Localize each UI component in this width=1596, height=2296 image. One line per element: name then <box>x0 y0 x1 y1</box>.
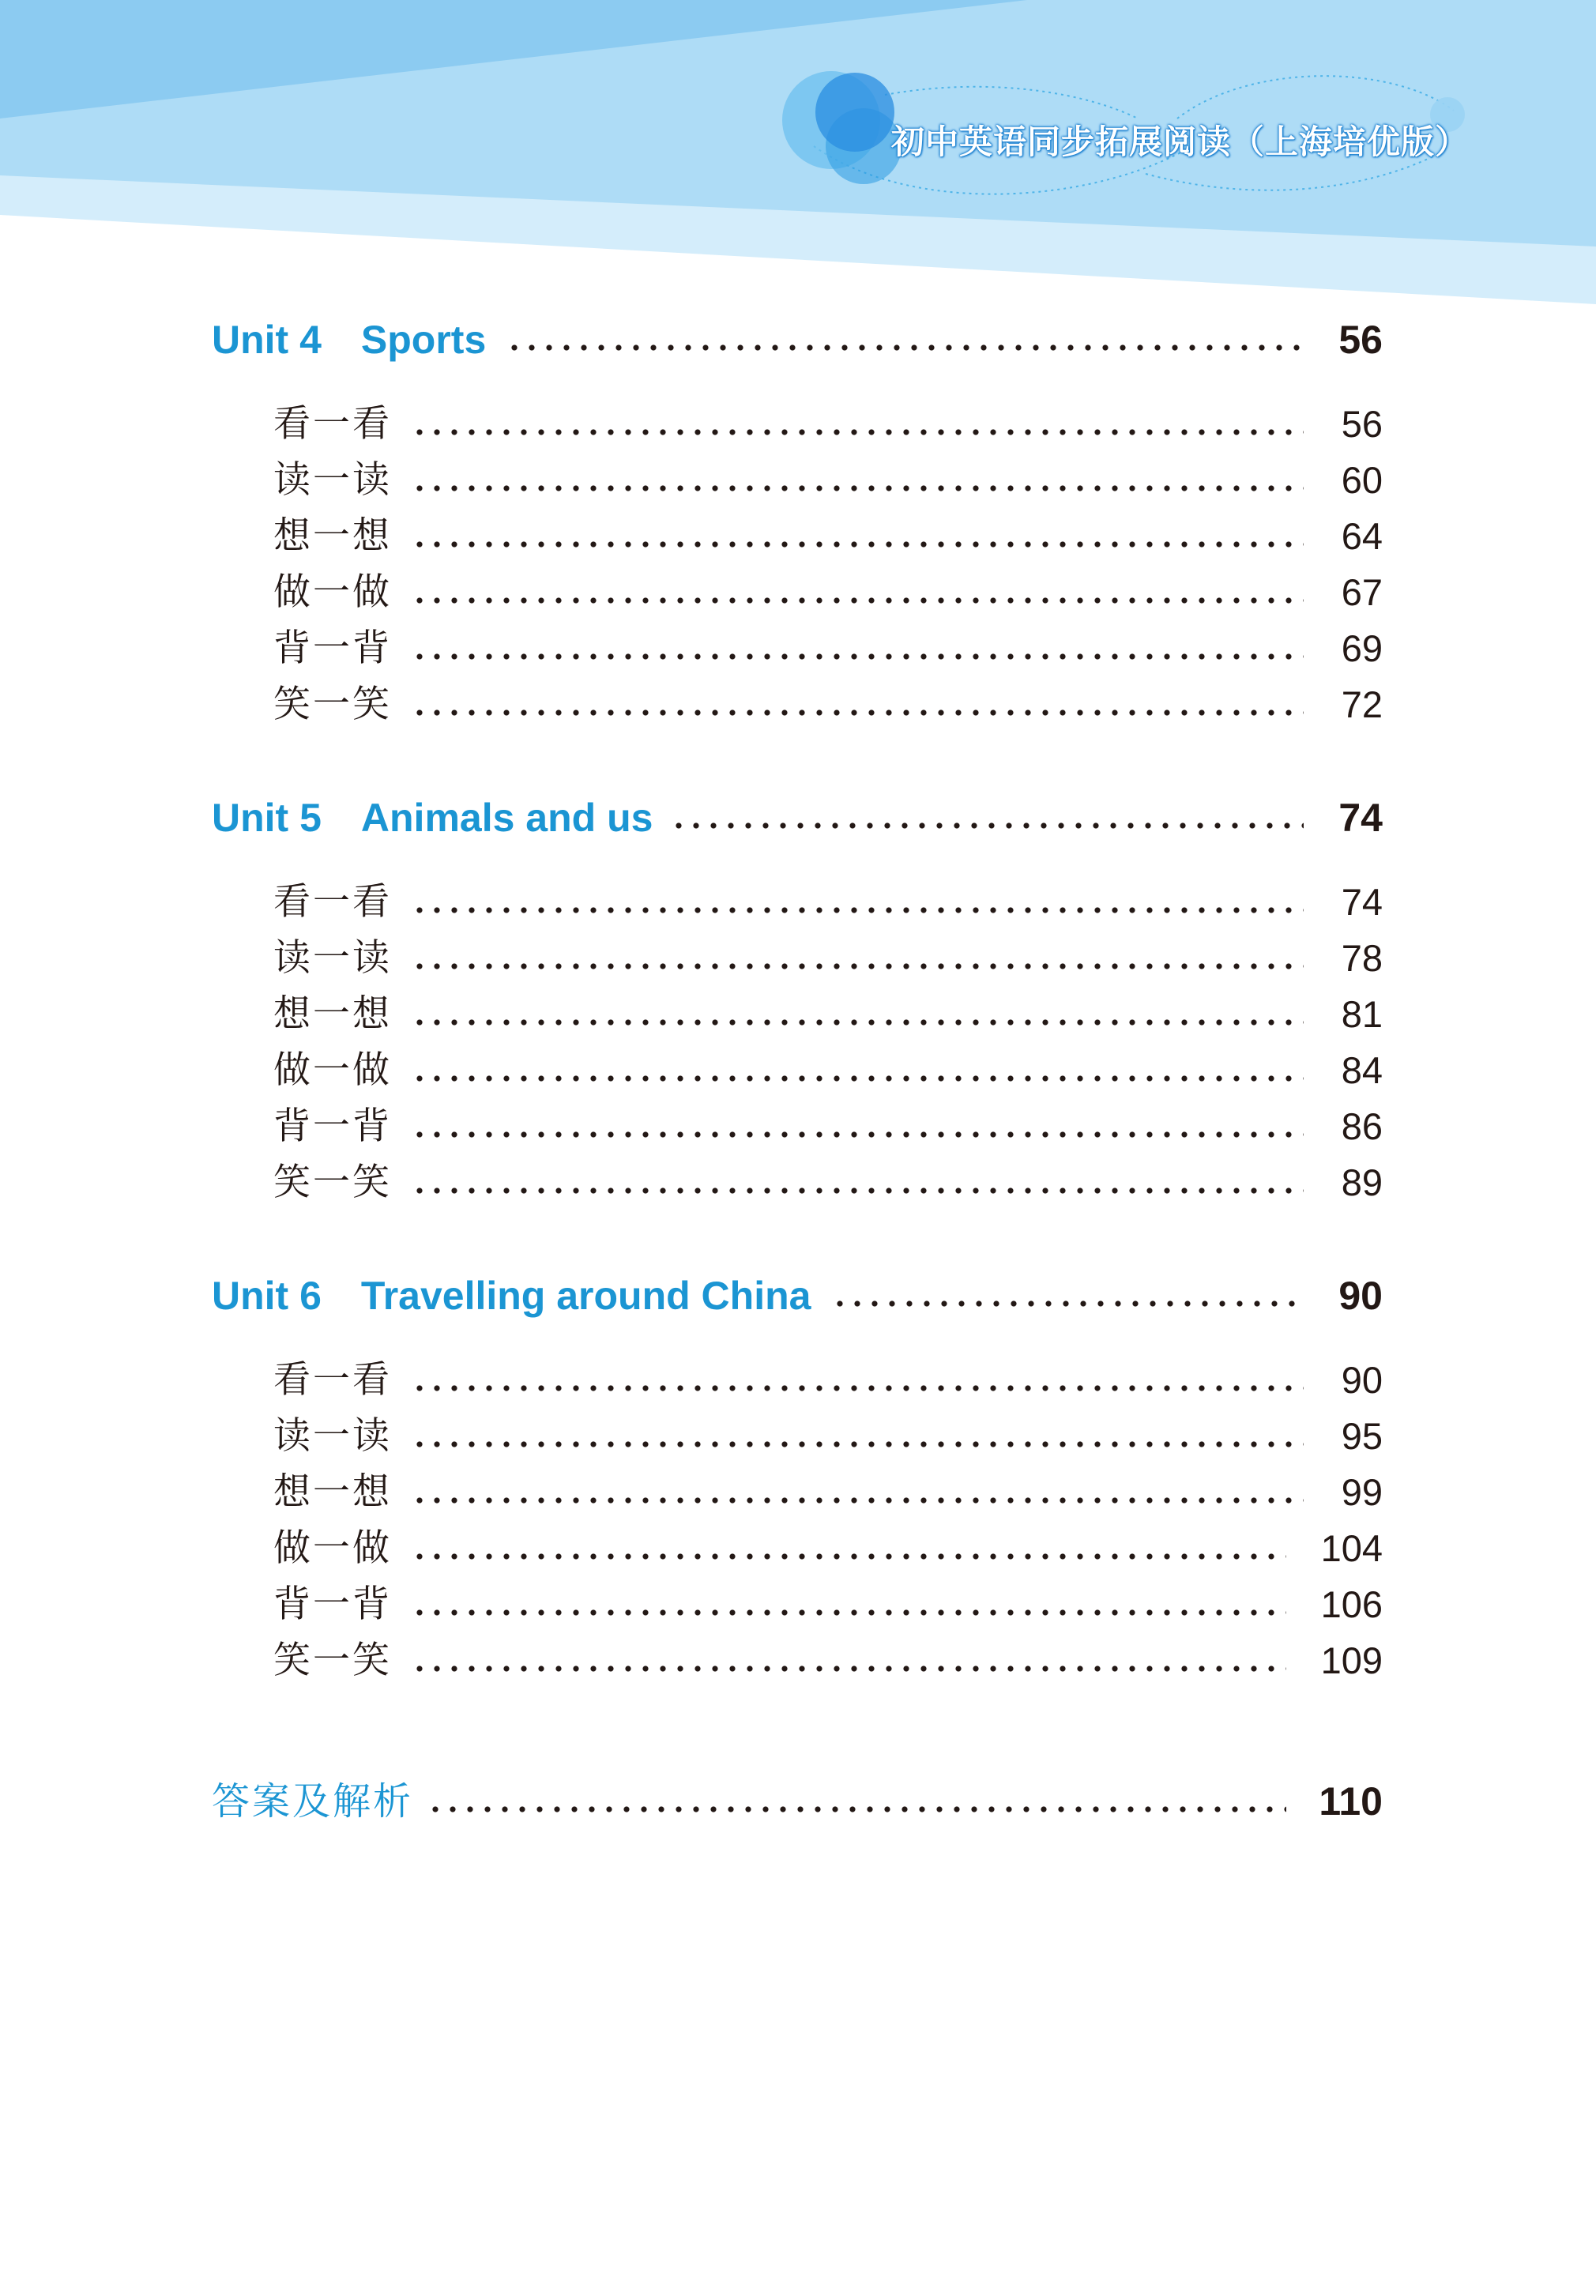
section-label: 读一读 <box>273 936 392 980</box>
section-label: 看一看 <box>273 880 392 924</box>
page-number: 67 <box>1341 571 1383 613</box>
unit-number: Unit 4 <box>212 318 322 362</box>
page-number: 89 <box>1341 1161 1383 1203</box>
page-number: 74 <box>1341 881 1383 923</box>
toc-item[interactable] <box>0 1151 1596 1214</box>
header-bubble-core <box>815 73 894 152</box>
toc-item[interactable] <box>0 871 1596 934</box>
page-number: 95 <box>1341 1415 1383 1457</box>
section-label: 想一想 <box>273 992 392 1036</box>
page-number: 109 <box>1320 1639 1383 1681</box>
page-number: 110 <box>1319 1779 1383 1824</box>
dot-leader <box>411 1609 1286 1616</box>
section-label: 想一想 <box>273 1470 392 1514</box>
page-number: 90 <box>1338 1274 1383 1318</box>
dot-leader <box>411 1075 1304 1082</box>
dot-leader <box>411 597 1304 604</box>
section-label: 想一想 <box>273 514 392 558</box>
unit-heading <box>212 308 486 371</box>
toc-item[interactable] <box>0 1629 1596 1692</box>
toc-item[interactable] <box>0 1405 1596 1468</box>
page-number: 72 <box>1341 683 1383 725</box>
section-label: 背一背 <box>273 1105 392 1148</box>
section-label: 读一读 <box>273 1414 392 1458</box>
page-number: 69 <box>1341 627 1383 669</box>
toc-item[interactable] <box>0 1461 1596 1524</box>
dot-leader <box>411 541 1304 548</box>
section-label: 笑一笑 <box>273 1639 392 1682</box>
page-number: 64 <box>1341 515 1383 557</box>
page-number: 84 <box>1341 1049 1383 1091</box>
dot-leader <box>411 963 1304 969</box>
section-label: 背一背 <box>273 627 392 670</box>
toc-item[interactable] <box>0 505 1596 568</box>
toc-unit-6[interactable] <box>0 1264 1596 1335</box>
toc-item[interactable] <box>0 983 1596 1046</box>
page-number: 60 <box>1341 459 1383 501</box>
dot-leader <box>831 1300 1304 1307</box>
dot-leader <box>670 822 1304 829</box>
dot-leader <box>411 1019 1304 1026</box>
section-label: 笑一笑 <box>273 1161 392 1204</box>
toc-item[interactable] <box>0 561 1596 624</box>
section-label: 做一做 <box>273 1526 392 1570</box>
toc-item[interactable] <box>0 1573 1596 1636</box>
dot-leader <box>411 907 1304 913</box>
page-number: 106 <box>1320 1583 1383 1625</box>
toc-item[interactable] <box>0 1039 1596 1102</box>
dot-leader <box>411 710 1304 716</box>
page-number: 86 <box>1341 1105 1383 1147</box>
toc-item[interactable] <box>0 1349 1596 1412</box>
toc-unit-4[interactable] <box>0 308 1596 379</box>
section-label: 看一看 <box>273 1358 392 1402</box>
toc-item[interactable] <box>0 1517 1596 1580</box>
section-label: 读一读 <box>273 458 392 502</box>
page-number: 74 <box>1338 796 1383 840</box>
toc-item[interactable] <box>0 927 1596 990</box>
dot-leader <box>411 1441 1304 1447</box>
page-number: 56 <box>1341 403 1383 445</box>
toc-unit-5[interactable] <box>0 786 1596 857</box>
toc-item[interactable] <box>0 617 1596 680</box>
page-number: 90 <box>1341 1359 1383 1401</box>
dot-leader <box>411 653 1304 660</box>
dot-leader <box>411 1385 1304 1391</box>
section-label: 做一做 <box>273 570 392 614</box>
book-title: 初中英语同步拓展阅读（上海培优版） <box>891 122 1470 161</box>
unit-number: Unit 5 <box>212 796 322 840</box>
page-number: 56 <box>1338 318 1383 362</box>
unit-title: Sports <box>360 318 487 362</box>
dot-leader <box>411 485 1304 491</box>
toc-item[interactable] <box>0 1095 1596 1158</box>
section-label: 看一看 <box>273 402 392 446</box>
dot-leader <box>411 1553 1286 1560</box>
dot-leader <box>411 1188 1304 1194</box>
unit-heading <box>212 786 653 849</box>
dot-leader <box>506 344 1304 351</box>
dot-leader <box>427 1806 1286 1812</box>
page-number: 81 <box>1341 993 1383 1035</box>
dot-leader <box>411 1131 1304 1138</box>
section-label: 做一做 <box>273 1048 392 1092</box>
unit-heading <box>212 1264 811 1327</box>
dot-leader <box>411 429 1304 435</box>
toc-item[interactable] <box>0 673 1596 736</box>
toc-answers[interactable] <box>0 1770 1596 1841</box>
page-number: 99 <box>1341 1471 1383 1513</box>
dot-leader <box>411 1497 1304 1504</box>
answers-label: 答案及解析 <box>212 1779 414 1824</box>
dot-leader <box>411 1666 1286 1672</box>
page-number: 104 <box>1320 1527 1383 1569</box>
section-label: 背一背 <box>273 1583 392 1626</box>
section-label: 笑一笑 <box>273 683 392 726</box>
unit-title: Animals and us <box>360 796 653 840</box>
toc-item[interactable] <box>0 449 1596 512</box>
page-number: 78 <box>1341 937 1383 979</box>
toc-item[interactable] <box>0 393 1596 456</box>
unit-number: Unit 6 <box>212 1274 322 1318</box>
unit-title: Travelling around China <box>360 1274 811 1318</box>
